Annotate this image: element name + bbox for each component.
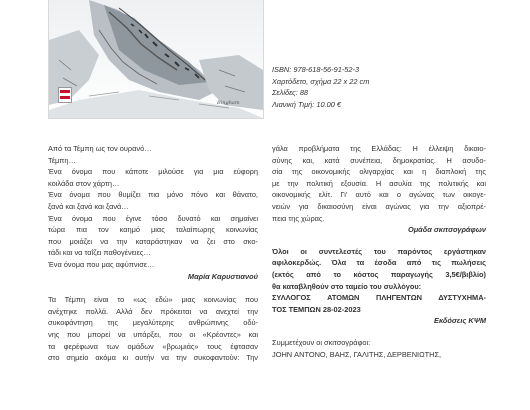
- notice-line: θα καταβληθούν στο ταμείο του συλλόγου:: [272, 281, 422, 291]
- left-text-column: [48, 143, 258, 364]
- text-line: Ένα όνομα που έγινε τόσο δυνατό και σημαίνει: [48, 213, 258, 223]
- text-line: σία της οικονομικής ολιγαρχίας και η διαπλοκή της: [272, 167, 486, 177]
- notice-line: (εκτός από το κόστος παραγωγής 3,5€/βιβλίο): [272, 269, 486, 279]
- text-line: στο σημείο ακόμα κι αυτήν να την συκοφαντούν: Την: [48, 353, 258, 363]
- pages-line: Σελίδες: 88: [272, 88, 309, 98]
- notice-line: αφιλοκερδώς. Όλα τα έσοδα από τις πωλήσεις: [272, 258, 486, 268]
- cover-signature: Bingham: [217, 100, 240, 106]
- notice-line: ΤΟΣ ΤΕΜΠΩΝ 28-02-2023: [272, 304, 361, 314]
- book-cover-illustration: [48, 0, 264, 119]
- text-line: κοιλάδα στον χάρτη…: [48, 178, 120, 188]
- binding-line: Χαρτόδετο, σχήμα 22 x 22 cm: [272, 76, 370, 86]
- text-line: Ένα όνομα που θυμίζει πια μόνο πόνο και θάνατο,: [48, 190, 258, 200]
- text-line: συκοφάντηση της μεγαλύτερης ανθρώπινης οδύ-: [48, 318, 258, 328]
- publisher-logo: [58, 87, 72, 103]
- notice-line: Όλοι οι συντελεστές του παρόντος εργάστηκαν: [272, 246, 486, 256]
- text-line: νειών για δικαιοσύνη είναι αγώνας για την αξιοπρέ-: [272, 201, 486, 211]
- text-line: γάλα προβλήματα της Ελλάδας: Η έλλειψη δικαιο-: [272, 144, 486, 153]
- text-line: τώρα πια τον καημό μιας ταλαίπωρης κοινωνίας: [48, 225, 258, 235]
- poem-author: Μαρία Καρυστιανού: [187, 271, 258, 281]
- text-line: Από τα Τέμπη ως τον ουρανό…: [48, 144, 152, 153]
- sketchers-group-signature: Ομάδα σκιτσογράφων: [407, 225, 486, 235]
- text-line: τάδι και να ταΐζει παθογένειες…: [48, 248, 151, 258]
- book-details: [272, 64, 512, 110]
- text-line: ξανά και ξανά και ξανά…: [48, 201, 129, 211]
- text-line: νης που μπορεί να υπάρξει, που οι «Κρέοντες» και: [48, 329, 258, 339]
- participants-line: Συμμετέχουν οι σκιτσογράφοι:: [272, 337, 371, 347]
- price-line: Λιανική Τιμή: 10.00 €: [272, 99, 341, 109]
- text-line: Ένα όνομα που μας αφύπνισε…: [48, 259, 155, 269]
- text-line: που μοιάζει να την καταράστηκαν να ζει στο σκο-: [48, 236, 258, 246]
- isbn-line: ISBN: 978-618-56-91-52-3: [272, 65, 360, 74]
- participants-line: JOHN ΑΝΤΟΝΟ, ΒΑΗΣ, ΓΑΛΙΤΗΣ, ΔΕΡΒΕΝΙΩΤΗΣ,: [272, 349, 442, 359]
- text-line: τα φερέφωνα των ομάδων «βρωμιάς» τους έφτασαν: [48, 341, 258, 351]
- publisher-signature: Εκδόσεις ΚΨΜ: [434, 316, 486, 326]
- text-line: Ένα όνομα που κάποτε μιλούσε για μια εύφορη: [48, 167, 258, 177]
- text-line: πεια της χώρας.: [272, 213, 325, 223]
- notice-line: ΣΥΛΛΟΓΟΣ ΑΤΟΜΩΝ ΠΛΗΓΕΝΤΩΝ ΔΥΣΤΥΧΗΜΑ-: [272, 293, 486, 303]
- text-line: Τέμπη…: [48, 155, 76, 165]
- text-line: ανέχτηκε πολλά. Αλλά δεν πρόκειται να ανεχτεί την: [48, 306, 258, 316]
- text-line: Τα Τέμπη είναι το «ως εδώ» μιας κοινωνίας που: [48, 295, 258, 305]
- right-text-column: [272, 143, 486, 360]
- text-line: οικονομικής ελίτ. Γι' αυτό και ο αγώνας των οικογε-: [272, 190, 486, 200]
- text-line: με την πολιτική εξουσία. Η ασυλία της πολιτικής και: [272, 178, 486, 188]
- text-line: σύνης και, κατά συνέπεια, δημοκρατίας. Η ασυδο-: [272, 155, 486, 165]
